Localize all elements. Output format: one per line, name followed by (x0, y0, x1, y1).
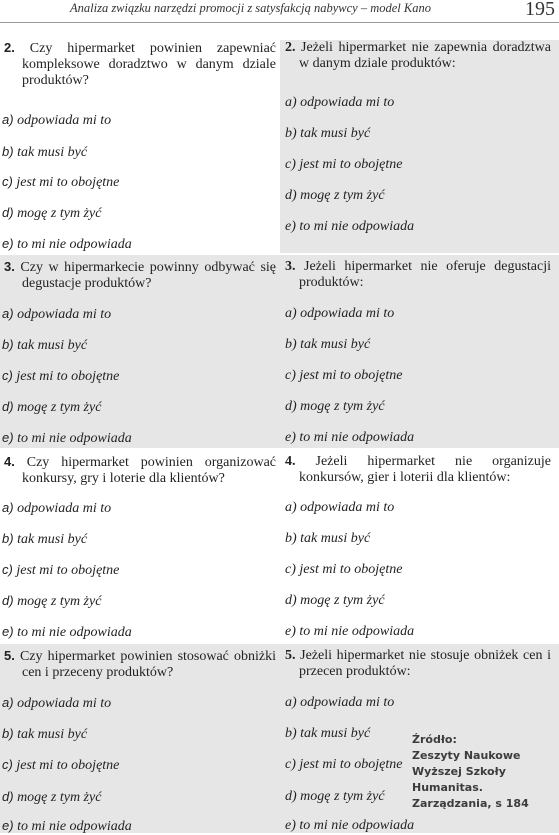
option-b-right: b) tak musi być (285, 337, 371, 352)
option-a-right: a) odpowiada mi to (285, 695, 395, 710)
option-b-left: b) tak musi być (2, 144, 88, 160)
option-e-left: e) to mi nie odpowiada (2, 236, 132, 252)
question-left-4 (4, 450, 276, 487)
question-number: 4. (285, 454, 296, 469)
option-c-right: c) jest mi to obojętne (285, 757, 403, 772)
option-c-left: c) jest mi to obojętne (2, 757, 120, 773)
option-a-right: a) odpowiada mi to (285, 500, 395, 515)
option-e-right: e) to mi nie odpowiada (285, 430, 415, 445)
question-block-4 (0, 450, 559, 644)
option-a-right: a) odpowiada mi to (285, 95, 395, 110)
question-text: Jeżeli hipermarket nie zapewnia doradztwa w danym dziale produktów: (299, 40, 551, 71)
question-left-3 (4, 255, 276, 292)
option-b-right: b) tak musi być (285, 126, 371, 141)
option-c-left: c) jest mi to obojętne (2, 562, 120, 578)
question-right-3 (285, 255, 551, 291)
question-text: Jeżeli hipermarket nie oferuje degustacji produktów: (299, 259, 551, 290)
question-text: Jeżeli hipermarket nie stosuje obniżek cen i przecen produktów: (299, 648, 551, 679)
option-e-left: e) to mi nie odpowiada (2, 624, 132, 640)
running-title: Analiza związku narzędzi promocji z satysfakcją nabywcy – model Kano (70, 1, 431, 15)
option-b-left: b) tak musi być (2, 337, 88, 353)
option-a-left: a) odpowiada mi to (2, 500, 112, 516)
question-number: 2. (285, 40, 296, 55)
option-a-left: a) odpowiada mi to (2, 306, 112, 322)
option-d-left: d) mogę z tym żyć (2, 205, 102, 221)
question-text: Czy w hipermarkecie powinny odbywać się degustacje produktów? (20, 260, 276, 291)
question-right-4 (285, 450, 551, 486)
option-e-right: e) to mi nie odpowiada (285, 219, 415, 234)
question-right-2 (285, 40, 551, 72)
question-text: Czy hipermarket powinien organizować konkursy, gry i loterie dla klientów? (22, 455, 276, 486)
option-a-left: a) odpowiada mi to (2, 112, 112, 128)
question-number: 3. (4, 259, 15, 274)
option-b-left: b) tak musi być (2, 531, 88, 547)
page-number: 195 (525, 0, 555, 20)
option-d-right: d) mogę z tym żyć (285, 789, 385, 804)
option-c-left: c) jest mi to obojętne (2, 174, 120, 190)
option-c-right: c) jest mi to obojętne (285, 562, 403, 577)
question-block-3 (0, 255, 559, 448)
option-b-left: b) tak musi być (2, 726, 88, 742)
question-number: 5. (4, 648, 15, 663)
question-block-2 (0, 40, 559, 253)
option-c-right: c) jest mi to obojętne (285, 368, 403, 383)
question-text: Czy hipermarket powinien zapewniać kompleksowe doradztwo w danym dziale produktów? (22, 41, 277, 88)
question-text: Jeżeli hipermarket nie organizuje konkursów, gier i loterii dla klientów: (299, 454, 551, 485)
option-c-right: c) jest mi to obojętne (285, 157, 403, 172)
question-number: 2. (4, 40, 15, 55)
page-header (0, 0, 559, 23)
option-a-left: a) odpowiada mi to (2, 695, 112, 711)
question-left-5 (4, 644, 276, 681)
source-note (412, 732, 558, 812)
option-d-left: d) mogę z tym żyć (2, 789, 102, 805)
option-d-right: d) mogę z tym żyć (285, 399, 385, 414)
source-label: Źródło: (412, 733, 457, 746)
option-e-left: e) to mi nie odpowiada (2, 430, 132, 446)
option-d-left: d) mogę z tym żyć (2, 593, 102, 609)
option-a-right: a) odpowiada mi to (285, 306, 395, 321)
option-e-right: e) to mi nie odpowiada (285, 818, 415, 833)
question-text: Czy hipermarket powinien stosować obniżki cen i przeceny produktów? (19, 649, 276, 680)
option-e-right: e) to mi nie odpowiada (285, 624, 415, 639)
question-number: 5. (285, 648, 296, 663)
option-b-right: b) tak musi być (285, 726, 371, 741)
source-text: Zeszyty Naukowe Wyższej Szkoły Humanitas. Zarządzania, s 184 (412, 749, 529, 810)
question-number: 4. (4, 454, 15, 469)
option-d-left: d) mogę z tym żyć (2, 399, 102, 415)
option-d-right: d) mogę z tym żyć (285, 188, 385, 203)
question-right-5 (285, 644, 551, 680)
question-number: 3. (285, 259, 296, 274)
option-b-right: b) tak musi być (285, 531, 371, 546)
option-d-right: d) mogę z tym żyć (285, 593, 385, 608)
option-c-left: c) jest mi to obojętne (2, 368, 120, 384)
option-e-left: e) to mi nie odpowiada (2, 818, 132, 834)
